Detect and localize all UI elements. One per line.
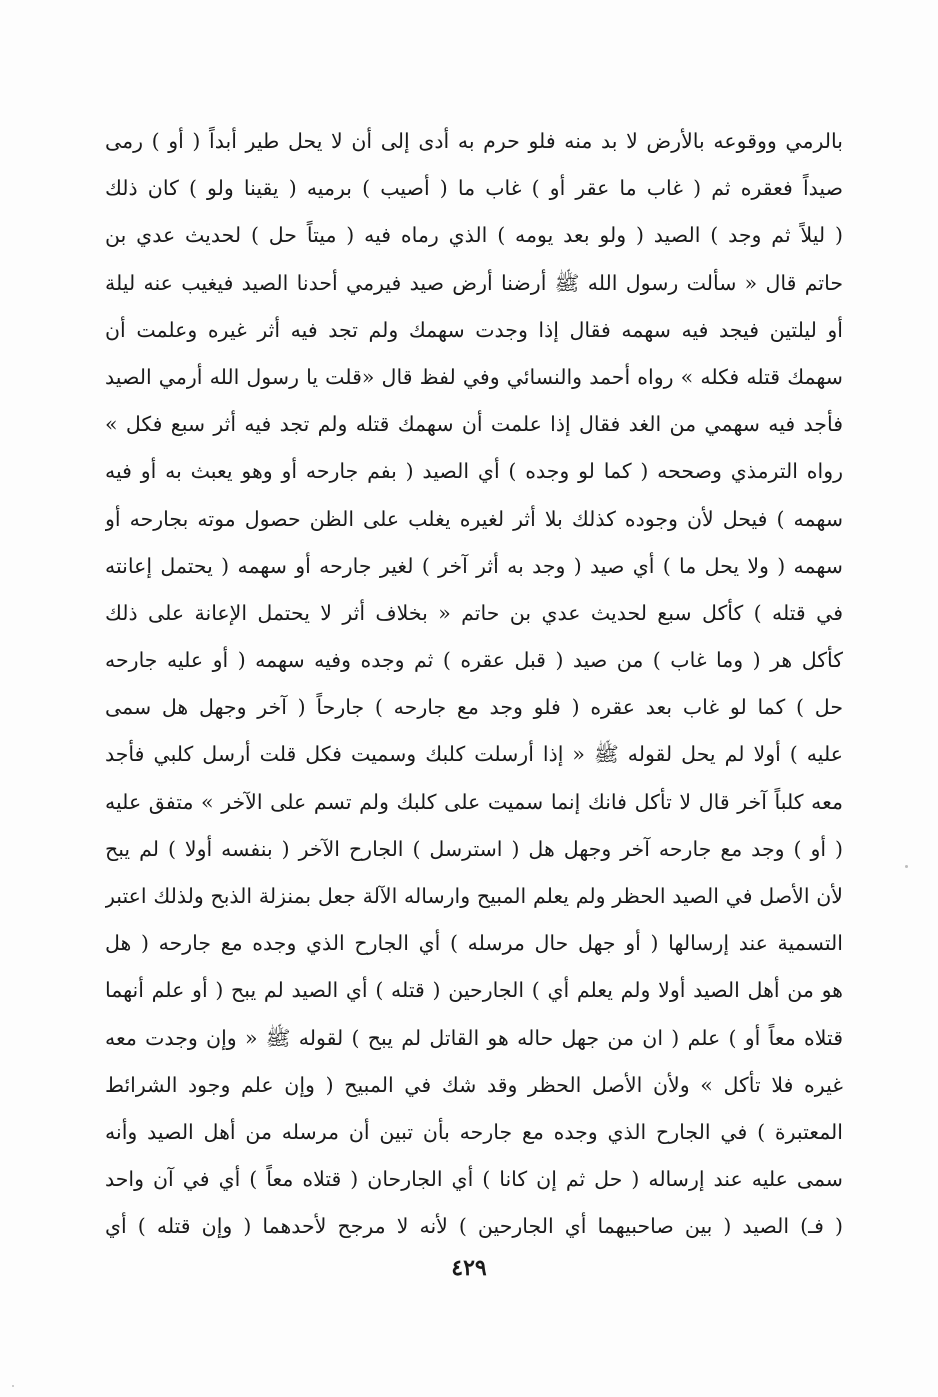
text-line-20: قتلاه معاً أو ) علم ( ان من جهل حاله هو القاتل لم يبح ) لقوله ﷺ « وإن وجدت معه [105,1025,843,1050]
text-line-10: سهمه ( ولا يحل ما ) أي صيد ( وجد به أثر آخر ) لغير جارحه أو سهمه ( يحتمل إعانته [105,553,843,578]
text-line-23: سمى عليه عند إرساله ( حل ثم إن كانا ) أي الجارحان ( قتلاه معاً ) أي في آن واحد [105,1167,843,1192]
text-line-12: كأكل هر ( وما غاب ) من صيد ( قبل عقره ) ثم وجده وفيه سهمه ( أو عليه جارحه [105,648,843,673]
text-line-6: سهمك قتله فكله » رواه أحمد والنسائي وفي لفظ قال «قلت يا رسول الله أرمي الصيد [105,364,843,389]
text-line-19: هو من أهل الصيد أولا ولم يعلم أي ) الجارحين ( قتله ) أي الصيد لم يبح ( أو علم أنهما [105,978,843,1003]
text-line-7: فأجد فيه سهمي من الغد فقال إذا علمت أن سهمك قتله ولم تجد فيه أثر سبع فكل » [105,412,843,437]
text-line-11: في قتله ) كأكل سبع لحديث عدي بن حاتم « بخلاف أثر لا يحتمل الإعانة على ذلك [105,600,843,625]
text-line-8: رواه الترمذي وصححه ( كما لو وجده ) أي الصيد ( بفم جارحه أو وهو يعبث به أو فيه [105,459,843,484]
scan-speck [12,1385,14,1387]
text-line-21: غيره فلا تأكل » ولأن الأصل الحظر وقد شك في المبيح ( وإن علم وجود الشرائط [105,1072,843,1097]
scan-speck [905,865,908,868]
text-line-9: سهمه ) فيحل لأن وجوده كذلك بلا أثر لغيره يغلب على الظن حصول موته بجارحه أو [105,506,843,531]
text-line-4: حاتم قال « سألت رسول الله ﷺ أرضنا أرض صيد فيرمي أحدنا الصيد فيغيب عنه ليلة [105,270,843,295]
page-number: ٤٢٩ [451,1255,487,1281]
text-line-17: لأن الأصل في الصيد الحظر ولم يعلم المبيح وارساله الآلة جعل بمنزلة الذبح ولذلك اعتبر [105,884,843,908]
text-line-3: ( ليلاً ثم وجد ) الصيد ( ولو بعد يومه ) الذي رماه فيه ( ميتاً حل ) لحديث عدي بن [105,223,843,248]
body-text [105,118,843,1251]
text-line-5: أو ليلتين فيجد فيه سهمه فقال إذا وجدت سهمك ولم تجد فيه أثر غيره وعلمت أن [105,317,843,342]
text-line-13: حل ) كما لو غاب بعد عقره ( فلو وجد مع جارحه ) جارحاً ( آخر وجهل هل سمى [105,695,843,720]
text-line-15: معه كلباً آخر قال لا تأكل فانك إنما سميت على كلبك ولم تسم على الآخر » متفق عليه [105,789,843,814]
text-line-14: عليه ) أولا لم يحل لقوله ﷺ « إذا أرسلت كلبك وسميت فكل قلت أرسل كلبي فأجد [105,742,843,767]
text-line-22: المعتبرة ) في الجارح الذي وجده مع جارحه بأن تبين أن مرسله من أهل الصيد وأنه [105,1119,843,1144]
text-line-18: التسمية عند إرسالها ( أو جهل حال مرسله ) أي الجارح الذي وجده مع جارحه ( هل [105,931,843,956]
text-line-2: صيداً فعقره ثم ( غاب ما عقر أو ) غاب ما ( أصيب ) برميه ( يقينا ولو ) كان ذلك [105,176,843,201]
text-line-16: ( أو ) وجد مع جارحه آخر وجهل هل ( استرسل ) الجارح الآخر ( بنفسه أولا ) لم يبح [105,836,843,861]
text-line-24: ( فـ) الصيد ( بين صاحبيهما أي الجارحين ) لأنه لا مرجح لأحدهما ( وإن قتله ) أي [105,1214,843,1239]
text-line-1: بالرمي ووقوعه بالأرض لا بد منه فلو حرم به أدى إلى أن لا يحل طير أبداً ( أو ) رمى [105,129,843,153]
